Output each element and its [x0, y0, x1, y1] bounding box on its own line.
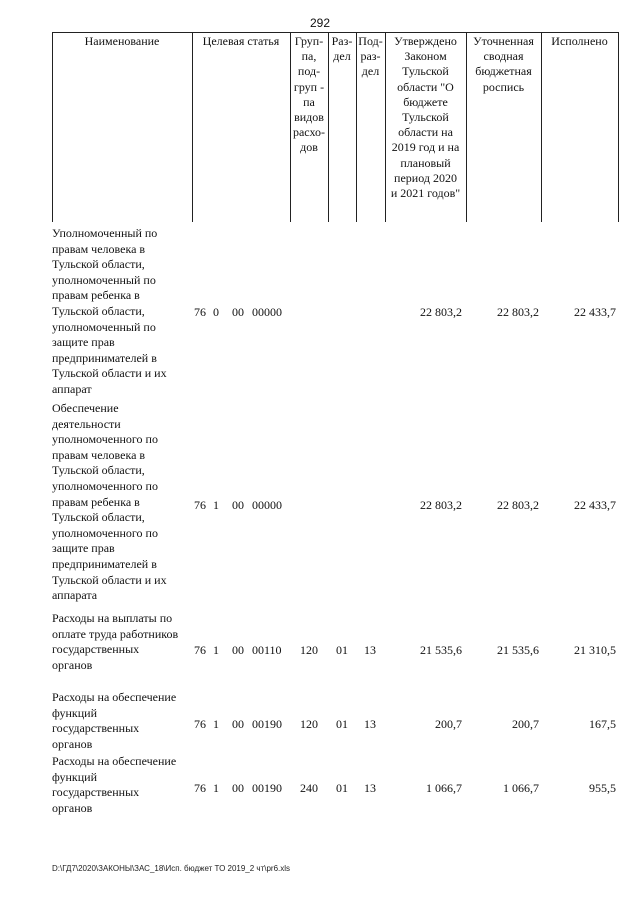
expense-group-value: 120 [300, 717, 318, 731]
target-code-main-event: 00 [232, 498, 244, 512]
section-value: 01 [336, 643, 348, 657]
refined-value: 200,7 [512, 717, 539, 731]
refined-value: 21 535,6 [497, 643, 539, 657]
executed-value: 22 433,7 [574, 305, 616, 319]
target-code-program: 76 [194, 498, 206, 512]
target-code-main-event: 00 [232, 781, 244, 795]
executed-value: 22 433,7 [574, 498, 616, 512]
row-name: Расходы на выплаты по оплате труда работников государственных органов [52, 611, 179, 672]
target-code-main-event: 00 [232, 305, 244, 319]
section-value: 01 [336, 717, 348, 731]
executed-value: 21 310,5 [574, 643, 616, 657]
approved-value: 22 803,2 [420, 305, 462, 319]
target-code-direction: 00000 [252, 498, 282, 512]
column-divider [192, 32, 193, 222]
expense-group-value: 120 [300, 643, 318, 657]
target-code-direction: 00110 [252, 643, 282, 657]
row-name: Обеспечение деятельности уполномоченного по правам человека в Тульской области, уполномоченного по правам ребенка в Тульской области, уполномоченного по защите прав предпринимателей в Тульской области и их аппарата [52, 401, 167, 603]
target-code-subprogram: 1 [213, 643, 219, 657]
header-executed: Исполнено [551, 34, 608, 48]
target-code-program: 76 [194, 305, 206, 319]
subsection-value: 13 [364, 717, 376, 731]
header-name: Наименование [84, 34, 160, 48]
subsection-value: 13 [364, 643, 376, 657]
page-number: 292 [309, 16, 331, 30]
target-code-direction: 00190 [252, 781, 282, 795]
header-approved: Утверждено Законом Тульской области "О бюджете Тульской области на 2019 год и на плановый период 2020 и 2021 годов" [390, 34, 461, 201]
target-code-direction: 00190 [252, 717, 282, 731]
target-code-main-event: 00 [232, 717, 244, 731]
row-name: Расходы на обеспечение функций государственных органов [52, 754, 177, 815]
footer-file-path: D:\ГД7\2020\ЗАКОНЫ\ЗАС_18\Исп. бюджет ТО 2019_2 чт\pr6.xls [52, 864, 291, 873]
target-code-program: 76 [194, 717, 206, 731]
section-value: 01 [336, 781, 348, 795]
target-code-main-event: 00 [232, 643, 244, 657]
target-code-subprogram: 1 [213, 498, 219, 512]
subsection-value: 13 [364, 781, 376, 795]
approved-value: 21 535,6 [420, 643, 462, 657]
approved-value: 200,7 [435, 717, 462, 731]
target-code-subprogram: 1 [213, 717, 219, 731]
column-divider [52, 32, 53, 222]
column-divider [618, 32, 619, 222]
header-section: Раз- дел [331, 34, 353, 64]
refined-value: 1 066,7 [503, 781, 539, 795]
row-name: Уполномоченный по правам человека в Тульской области, уполномоченный по правам ребенка в Тульской области, уполномоченный по защите прав предпринимателей в Тульской области и их аппарат [52, 226, 167, 396]
header-target-article: Целевая статья [202, 34, 280, 48]
row-name: Расходы на обеспечение функций государственных органов [52, 690, 177, 751]
header-subsection: Под- раз- дел [358, 34, 383, 79]
executed-value: 167,5 [589, 717, 616, 731]
refined-value: 22 803,2 [497, 305, 539, 319]
executed-value: 955,5 [589, 781, 616, 795]
target-code-subprogram: 1 [213, 781, 219, 795]
expense-group-value: 240 [300, 781, 318, 795]
target-code-subprogram: 0 [213, 305, 219, 319]
refined-value: 22 803,2 [497, 498, 539, 512]
header-expense-group: Груп- па, под- груп - па видов расхо- дов [292, 34, 326, 155]
column-divider [541, 32, 542, 222]
header-refined: Уточненная сводная бюджетная роспись [473, 34, 534, 94]
target-code-direction: 00000 [252, 305, 282, 319]
approved-value: 22 803,2 [420, 498, 462, 512]
target-code-program: 76 [194, 643, 206, 657]
target-code-program: 76 [194, 781, 206, 795]
approved-value: 1 066,7 [426, 781, 462, 795]
